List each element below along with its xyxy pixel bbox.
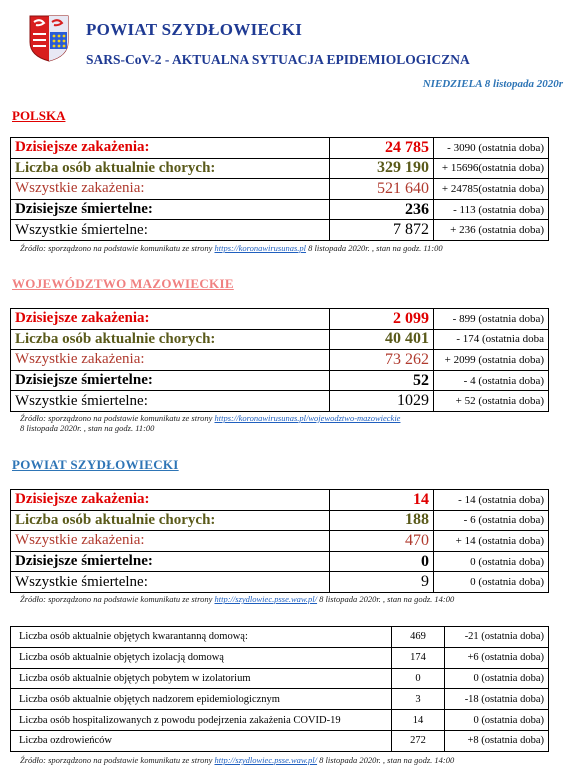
row-change: - 3090 (ostatnia doba) xyxy=(434,138,549,159)
report-date: NIEDZIELA 8 listopada 2020r xyxy=(422,78,563,90)
source-note-details xyxy=(20,755,454,765)
row-value: 329 190 xyxy=(330,158,434,179)
row-label: Wszystkie zakażenia: xyxy=(11,350,330,371)
row-change: +8 (ostatnia doba) xyxy=(445,730,549,751)
row-change: - 113 (ostatnia doba) xyxy=(434,199,549,220)
row-label: Dzisiejsze śmiertelne: xyxy=(11,370,330,391)
section-title-polska: POLSKA xyxy=(12,108,66,123)
row-change: + 52 (ostatnia doba) xyxy=(434,391,549,412)
row-change: - 14 (ostatnia doba) xyxy=(434,490,549,511)
row-label: Liczba osób aktualnie objętych pobytem w izolatorium xyxy=(11,668,392,689)
row-change: + 24785(ostatnia doba) xyxy=(434,179,549,200)
row-value: 0 xyxy=(330,551,434,572)
source-suffix: 8 listopada 2020r. , stan na godz. 14:00 xyxy=(319,594,455,604)
row-value: 52 xyxy=(330,370,434,391)
table-row xyxy=(11,138,549,159)
row-label: Liczba osób aktualnie chorych: xyxy=(11,510,330,531)
row-value: 73 262 xyxy=(330,350,434,371)
table-row xyxy=(11,350,549,371)
row-label: Dzisiejsze śmiertelne: xyxy=(11,551,330,572)
row-value: 40 401 xyxy=(330,329,434,350)
table-row xyxy=(11,710,549,731)
row-change: + 236 (ostatnia doba) xyxy=(434,220,549,241)
row-change: - 174 (ostatnia doba xyxy=(434,329,549,350)
source-prefix: Źródło: sporządzono na podstawie komunikatu ze strony xyxy=(20,755,213,765)
table-row xyxy=(11,391,549,412)
row-change: -21 (ostatnia doba) xyxy=(445,627,549,648)
source-prefix: Źródło: sporządzono na podstawie komunikatu ze strony xyxy=(20,243,213,253)
table-row xyxy=(11,730,549,751)
row-value: 14 xyxy=(392,710,445,731)
details-table xyxy=(10,626,549,752)
table-row xyxy=(11,199,549,220)
row-label: Liczba osób aktualnie chorych: xyxy=(11,158,330,179)
row-label: Wszystkie śmiertelne: xyxy=(11,572,330,593)
source-link[interactable]: http://szydlowiec.psse.waw.pl/ xyxy=(214,594,318,604)
row-value: 0 xyxy=(392,668,445,689)
row-value: 9 xyxy=(330,572,434,593)
row-label: Wszystkie śmiertelne: xyxy=(11,391,330,412)
row-change: 0 (ostatnia doba) xyxy=(434,551,549,572)
source-link[interactable]: https://koronawirusunas.pl/wojewodztwo-mazowieckie xyxy=(214,413,401,423)
row-change: 0 (ostatnia doba) xyxy=(434,572,549,593)
row-value: 174 xyxy=(392,647,445,668)
stats-table-powiat xyxy=(10,489,549,593)
row-value: 7 872 xyxy=(330,220,434,241)
coat-of-arms-icon xyxy=(28,14,70,62)
row-value: 2 099 xyxy=(330,309,434,330)
source-note-mazowieckie xyxy=(20,413,400,423)
source-suffix: 8 listopada 2020r. , stan na godz. 11:00 xyxy=(308,243,443,253)
section-title-mazowieckie: WOJEWÓDZTWO MAZOWIECKIE xyxy=(12,276,234,291)
table-row xyxy=(11,179,549,200)
table-row xyxy=(11,647,549,668)
table-row xyxy=(11,627,549,648)
row-change: +6 (ostatnia doba) xyxy=(445,647,549,668)
source-note-powiat xyxy=(20,594,454,604)
row-label: Wszystkie zakażenia: xyxy=(11,179,330,200)
row-value: 24 785 xyxy=(330,138,434,159)
row-change: + 2099 (ostatnia doba) xyxy=(434,350,549,371)
row-change: 0 (ostatnia doba) xyxy=(445,668,549,689)
source-prefix: Źródło: sporządzono na podstawie komunikatu ze strony xyxy=(20,413,213,423)
table-row xyxy=(11,668,549,689)
page-subtitle: SARS-CoV-2 - AKTUALNA SYTUACJA EPIDEMIOLOGICZNA xyxy=(86,52,470,67)
source-prefix: Źródło: sporządzono na podstawie komunikatu ze strony xyxy=(20,594,213,604)
row-value: 14 xyxy=(330,490,434,511)
table-row xyxy=(11,309,549,330)
row-label: Dzisiejsze zakażenia: xyxy=(11,138,330,159)
table-row xyxy=(11,370,549,391)
document-header xyxy=(28,12,563,102)
row-label: Liczba osób hospitalizowanych z powodu podejrzenia zakażenia COVID-19 xyxy=(11,710,392,731)
stats-table-mazowieckie xyxy=(10,308,549,412)
table-row xyxy=(11,689,549,710)
row-label: Liczba ozdrowieńców xyxy=(11,730,392,751)
row-value: 469 xyxy=(392,627,445,648)
row-value: 272 xyxy=(392,730,445,751)
source-note-polska xyxy=(20,243,443,253)
row-change: - 4 (ostatnia doba) xyxy=(434,370,549,391)
row-label: Liczba osób aktualnie chorych: xyxy=(11,329,330,350)
row-value: 236 xyxy=(330,199,434,220)
row-label: Dzisiejsze zakażenia: xyxy=(11,309,330,330)
row-label: Wszystkie śmiertelne: xyxy=(11,220,330,241)
table-row xyxy=(11,510,549,531)
row-label: Liczba osób aktualnie objętych izolacją domową xyxy=(11,647,392,668)
table-row xyxy=(11,220,549,241)
table-row xyxy=(11,158,549,179)
page-title: POWIAT SZYDŁOWIECKI xyxy=(86,20,303,39)
table-row xyxy=(11,329,549,350)
row-label: Liczba osób aktualnie objętych kwarantanną domową: xyxy=(11,627,392,648)
row-value: 1029 xyxy=(330,391,434,412)
section-title-powiat: POWIAT SZYDŁOWIECKI xyxy=(12,457,179,472)
source-link[interactable]: http://szydlowiec.psse.waw.pl/ xyxy=(214,755,318,765)
source-note-mazowieckie-date xyxy=(20,423,154,433)
stats-table-polska xyxy=(10,137,549,241)
row-change: - 6 (ostatnia doba) xyxy=(434,510,549,531)
row-change: + 15696(ostatnia doba) xyxy=(434,158,549,179)
row-value: 521 640 xyxy=(330,179,434,200)
row-change: 0 (ostatnia doba) xyxy=(445,710,549,731)
row-value: 3 xyxy=(392,689,445,710)
table-row xyxy=(11,572,549,593)
source-suffix: 8 listopada 2020r. , stan na godz. 14:00 xyxy=(319,755,455,765)
table-row xyxy=(11,551,549,572)
row-label: Dzisiejsze śmiertelne: xyxy=(11,199,330,220)
row-label: Liczba osób aktualnie objętych nadzorem epidemiologicznym xyxy=(11,689,392,710)
row-change: - 899 (ostatnia doba) xyxy=(434,309,549,330)
table-row xyxy=(11,531,549,552)
row-value: 470 xyxy=(330,531,434,552)
source-suffix: 8 listopada 2020r. , stan na godz. 11:00 xyxy=(20,423,155,433)
row-change: -18 (ostatnia doba) xyxy=(445,689,549,710)
table-row xyxy=(11,490,549,511)
row-label: Wszystkie zakażenia: xyxy=(11,531,330,552)
row-change: + 14 (ostatnia doba) xyxy=(434,531,549,552)
row-label: Dzisiejsze zakażenia: xyxy=(11,490,330,511)
source-link[interactable]: https://koronawirusunas.pl xyxy=(214,243,307,253)
row-value: 188 xyxy=(330,510,434,531)
